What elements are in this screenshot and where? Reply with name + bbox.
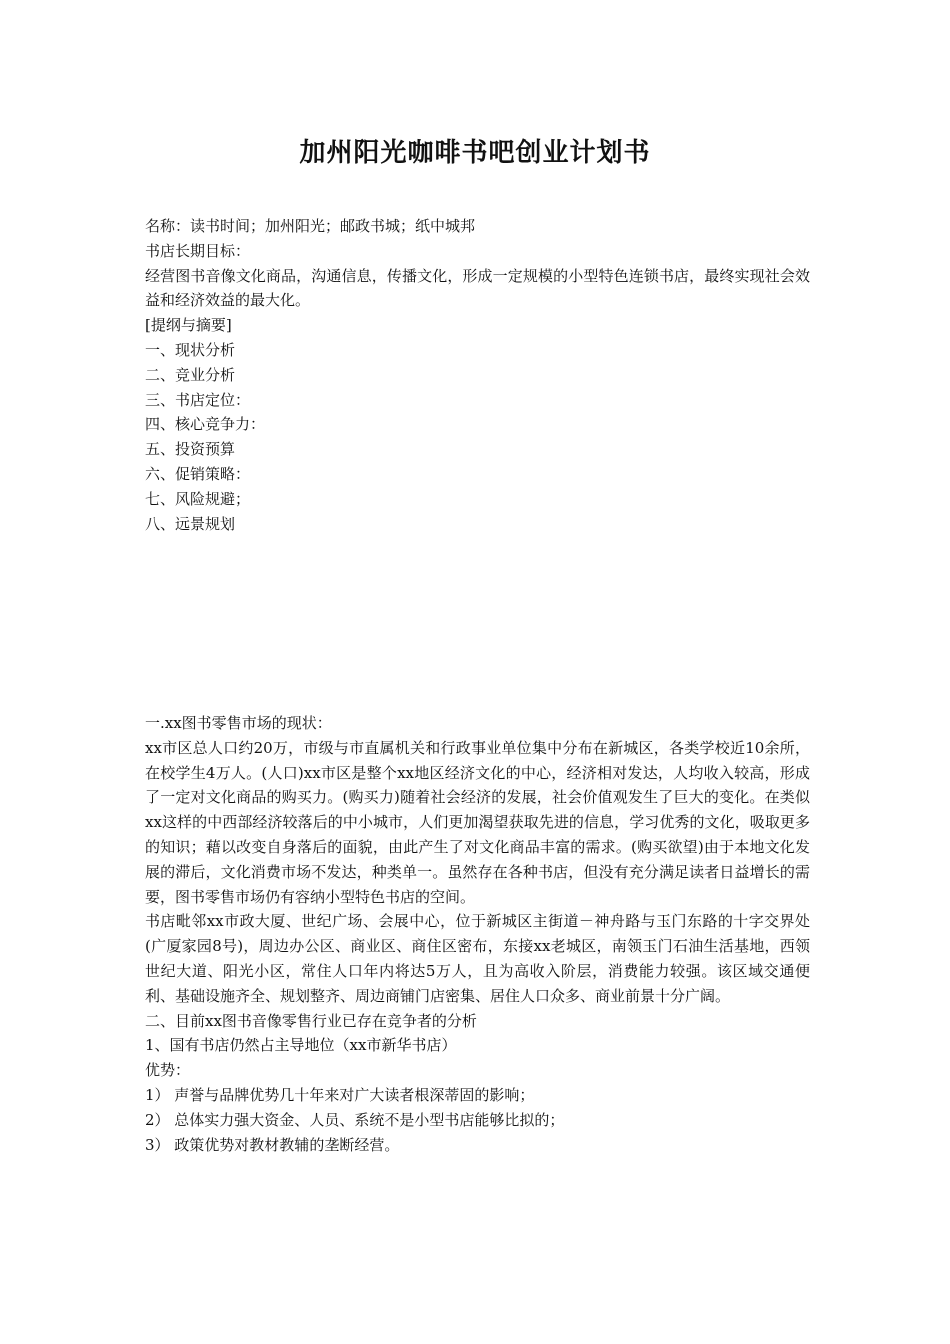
- outline-item: 八、远景规划: [145, 514, 236, 533]
- document-title: 加州阳光咖啡书吧创业计划书: [299, 138, 651, 168]
- outline-label: [提纲与摘要]: [145, 316, 232, 335]
- outline-item: 五、投资预算: [145, 440, 236, 459]
- outline-item: 一、现状分析: [145, 340, 236, 359]
- outline-item: 七、风险规避；: [145, 489, 251, 508]
- outline-item: 三、书店定位：: [145, 390, 251, 409]
- market-heading: 一.xx图书零售市场的现状：: [145, 714, 332, 732]
- competitor-subheading: 1、国有书店仍然占主导地位（xx市新华书店）: [145, 1036, 457, 1055]
- location-paragraph: 书店毗邻xx市政大厦、世纪广场、会展中心，位于新城区主街道－神舟路与玉门东路的十字交界处(广厦家园8号)，周边办公区、商业区、商住区密布，东接xx老城区，南领玉门石油生活基地，西领世纪大道、阳光小区，常住人口年内将达5万人，且为高收入阶层，消费能力较强。该区域交通便利、基础设施齐全、规划整齐、周边商铺门店密集、居住人口众多、商业前景十分广阔。: [145, 912, 810, 1005]
- competitor-heading: 二、目前xx图书音像零售行业已存在竞争者的分析: [145, 1011, 477, 1030]
- goal-text: 经营图书音像文化商品，沟通信息，传播文化，形成一定规模的小型特色连锁书店，最终实现社会效益和经济效益的最大化。: [145, 266, 810, 310]
- advantage-item: 1） 声誉与品牌优势几十年来对广大读者根深蒂固的影响；: [145, 1085, 535, 1104]
- market-paragraph: xx市区总人口约20万，市级与市直属机关和行政事业单位集中分布在新城区，各类学校近10余所，在校学生4万人。(人口)xx市区是整个xx地区经济文化的中心，经济相对发达，人均收入较高，形成了一定对文化商品的购买力。(购买力)随着社会经济的发展，社会价值观发生了巨大的变化。在类似xx这样的中西部经济较落后的中小城市，人们更加渴望获取先进的信息，学习优秀的文化，吸取更多的知识；藉以改变自身落后的面貌，由此产生了对文化商品丰富的需求。(购买欲望)由于本地文化发展的滞后，文化消费市场不发达，种类单一。虽然存在各种书店，但没有充分满足读者日益增长的需要，图书零售市场仍有容纳小型特色书店的空间。: [145, 738, 810, 906]
- outline-item: 四、核心竞争力：: [145, 415, 266, 434]
- outline-item: 二、竞业分析: [145, 365, 236, 384]
- advantages-label: 优势：: [145, 1061, 191, 1080]
- name-line: 名称：读书时间；加州阳光；邮政书城；纸中城邦: [145, 217, 476, 235]
- market-section: [145, 711, 810, 1157]
- goal-label: 书店长期目标：: [145, 241, 251, 260]
- outline-item: 六、促销策略：: [145, 464, 251, 483]
- advantage-item: 3） 政策优势对教材教辅的垄断经营。: [145, 1135, 400, 1154]
- advantage-item: 2） 总体实力强大资金、人员、系统不是小型书店能够比拟的；: [145, 1110, 565, 1129]
- intro-section: [145, 214, 810, 536]
